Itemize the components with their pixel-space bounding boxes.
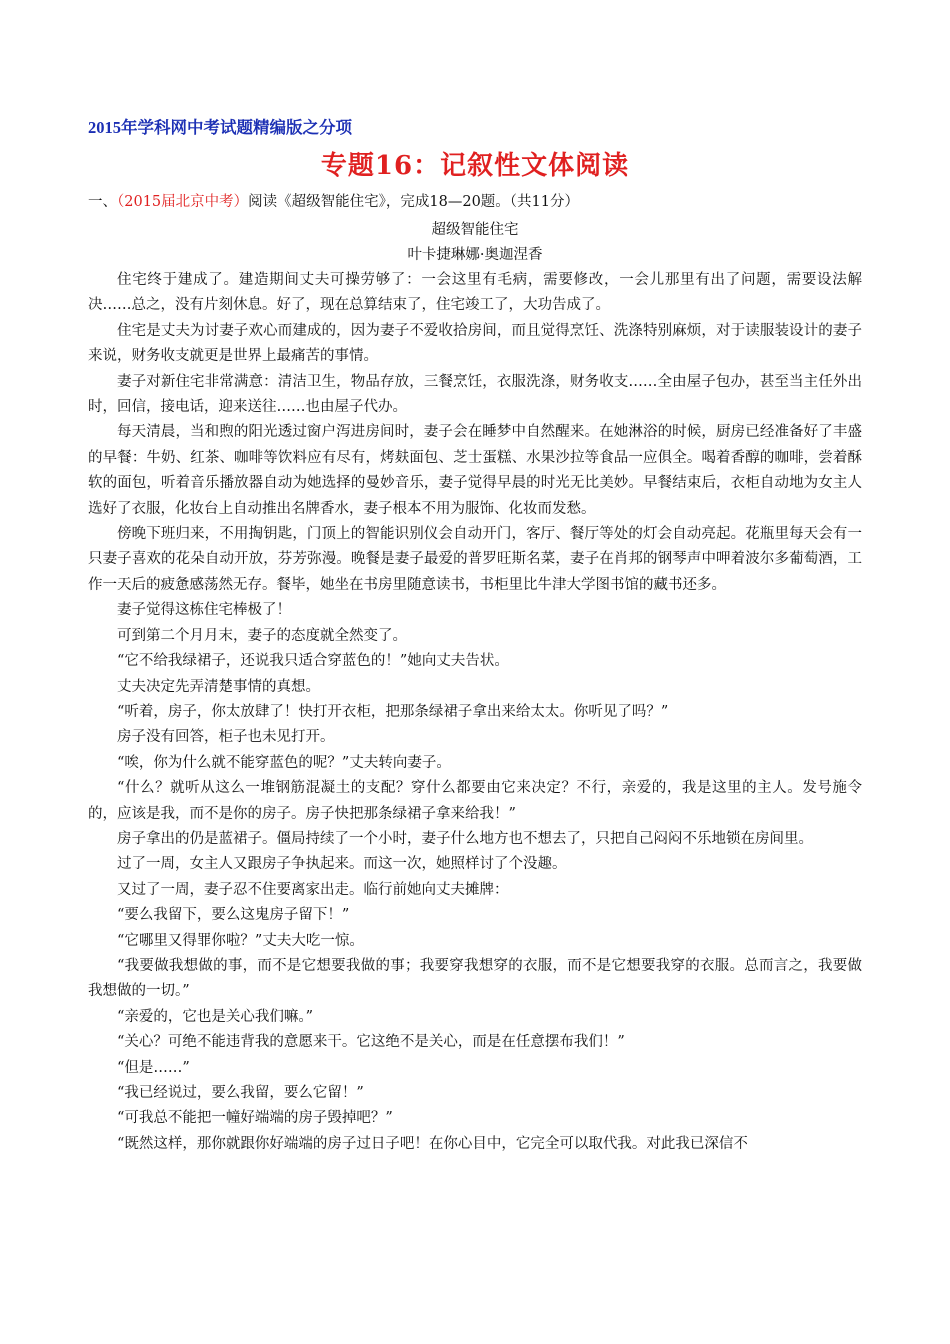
story-author: 叶卡捷琳娜·奥迦涅香 [407,247,543,263]
story-paragraph: “要么我留下，要么这鬼房子留下！” [117,907,350,924]
story-paragraph: 又过了一周，妻子忍不住要离家出走。临行前她向丈夫摊牌： [117,881,509,898]
question-text: 阅读《超级智能住宅》，完成18—20题。（共11分） [248,194,580,210]
story-paragraph: “它不给我绿裙子，还说我只适合穿蓝色的！”她向丈夫告状。 [117,653,509,670]
story-paragraph: 丈夫决定先弄清楚事情的真想。 [117,678,320,695]
story-paragraph: “我要做我想做的事，而不是它想要我做的事；我要穿我想穿的衣服，而不是它想要我穿的衣服。总而言之，我要做我想做的一切。” [88,957,862,1000]
story-paragraph: “唉，你为什么就不能穿蓝色的呢？”丈夫转向妻子。 [117,754,451,771]
story-paragraph: “既然这样，那你就跟你好端端的房子过日子吧！在你心目中，它完全可以取代我。对此我已深信不 [117,1135,748,1152]
story-paragraph: “它哪里又得罪你啦？”丈夫大吃一惊。 [117,932,364,949]
story-paragraph: 妻子觉得这栋住宅棒极了！ [117,602,291,619]
story-paragraph: 住宅是丈夫为讨妻子欢心而建成的，因为妻子不爱收拾房间，而且觉得烹饪、洗涤特别麻烦，对于读服装设计的妻子来说，财务收支就更是世界上最痛苦的事情。 [88,322,862,365]
question-source: （2015届北京中考） [117,194,249,210]
story-paragraph: “什么？就听从这么一堆钢筋混凝土的支配？穿什么都要由它来决定？不行，亲爱的，我是这里的主人。发号施令的，应该是我，而不是你的房子。房子快把那条绿裙子拿来给我！” [88,780,862,822]
story-paragraph: 每天清晨，当和煦的阳光透过窗户泻进房间时，妻子会在睡梦中自然醒来。在她淋浴的时候，厨房已经准备好了丰盛的早餐：牛奶、红茶、咖啡等饮料应有尽有，烤麸面包、芝士蛋糕、水果沙拉等食品一应俱全。喝着香醇的咖啡，尝着酥软的面包，听着音乐播放器自动为她选择的曼妙音乐，妻子觉得早晨的时光无比美妙。早餐结束后，衣柜自动地为女主人选好了衣服，化妆台上自动推出名牌香水，妻子根本不用为服饰、化妆而发愁。 [88,424,862,517]
story-paragraph: “关心？可绝不能违背我的意愿来干。它这绝不是关心，而是在任意摆布我们！” [117,1034,625,1051]
story-paragraph: 房子没有回答，柜子也未见打开。 [117,729,335,746]
story-paragraph: 傍晚下班归来，不用掏钥匙，门顶上的智能识别仪会自动开门，客厅、餐厅等处的灯会自动亮起。花瓶里每天会有一只妻子喜欢的花朵自动开放，芬芳弥漫。晚餐是妻子最爱的普罗旺斯名菜，妻子在肖邦的钢琴声中呷着波尔多葡萄酒，工作一天后的疲惫感荡然无存。餐毕，她坐在书房里随意读书，书柜里比牛津大学图书馆的藏书还多。 [88,526,862,593]
story-paragraph: “我已经说过，要么我留，要么它留！” [117,1085,364,1101]
story-paragraph: 房子拿出的仍是蓝裙子。僵局持续了一个小时，妻子什么地方也不想去了，只把自己闷闷不乐地锁在房间里。 [117,830,813,847]
story-paragraph: “但是……” [117,1059,190,1076]
page-title: 专题16：记叙性文体阅读 [320,151,630,181]
series-header: 2015年学科网中考试题精编版之分项 [88,118,352,137]
story-paragraph: 可到第二个月月末，妻子的态度就全然变了。 [117,627,407,644]
story-paragraph: “听着，房子，你太放肆了！快打开衣柜，把那条绿裙子拿出来给太太。你听见了吗？” [117,703,669,720]
story-paragraph: “亲爱的，它也是关心我们嘛。” [117,1008,314,1025]
story-paragraph: 过了一周，女主人又跟房子争执起来。而这一次，她照样讨了个没趣。 [117,856,567,873]
question-prefix: 一、 [88,194,117,210]
story-paragraph: “可我总不能把一幢好端端的房子毁掉吧？” [117,1110,393,1127]
story-title: 超级智能住宅 [431,222,519,238]
story-paragraph: 妻子对新住宅非常满意：清洁卫生，物品存放，三餐烹饪，衣服洗涤，财务收支……全由屋子包办，甚至当主任外出时，回信，接电话，迎来送往……也由屋子代办。 [88,373,862,416]
question-line [88,190,579,211]
story-paragraph: 住宅终于建成了。建造期间丈夫可操劳够了：一会这里有毛病，需要修改，一会儿那里有出了问题，需要设法解决……总之，没有片刻休息。好了，现在总算结束了，住宅竣工了，大功告成了。 [88,272,862,314]
story-body [88,268,862,1157]
